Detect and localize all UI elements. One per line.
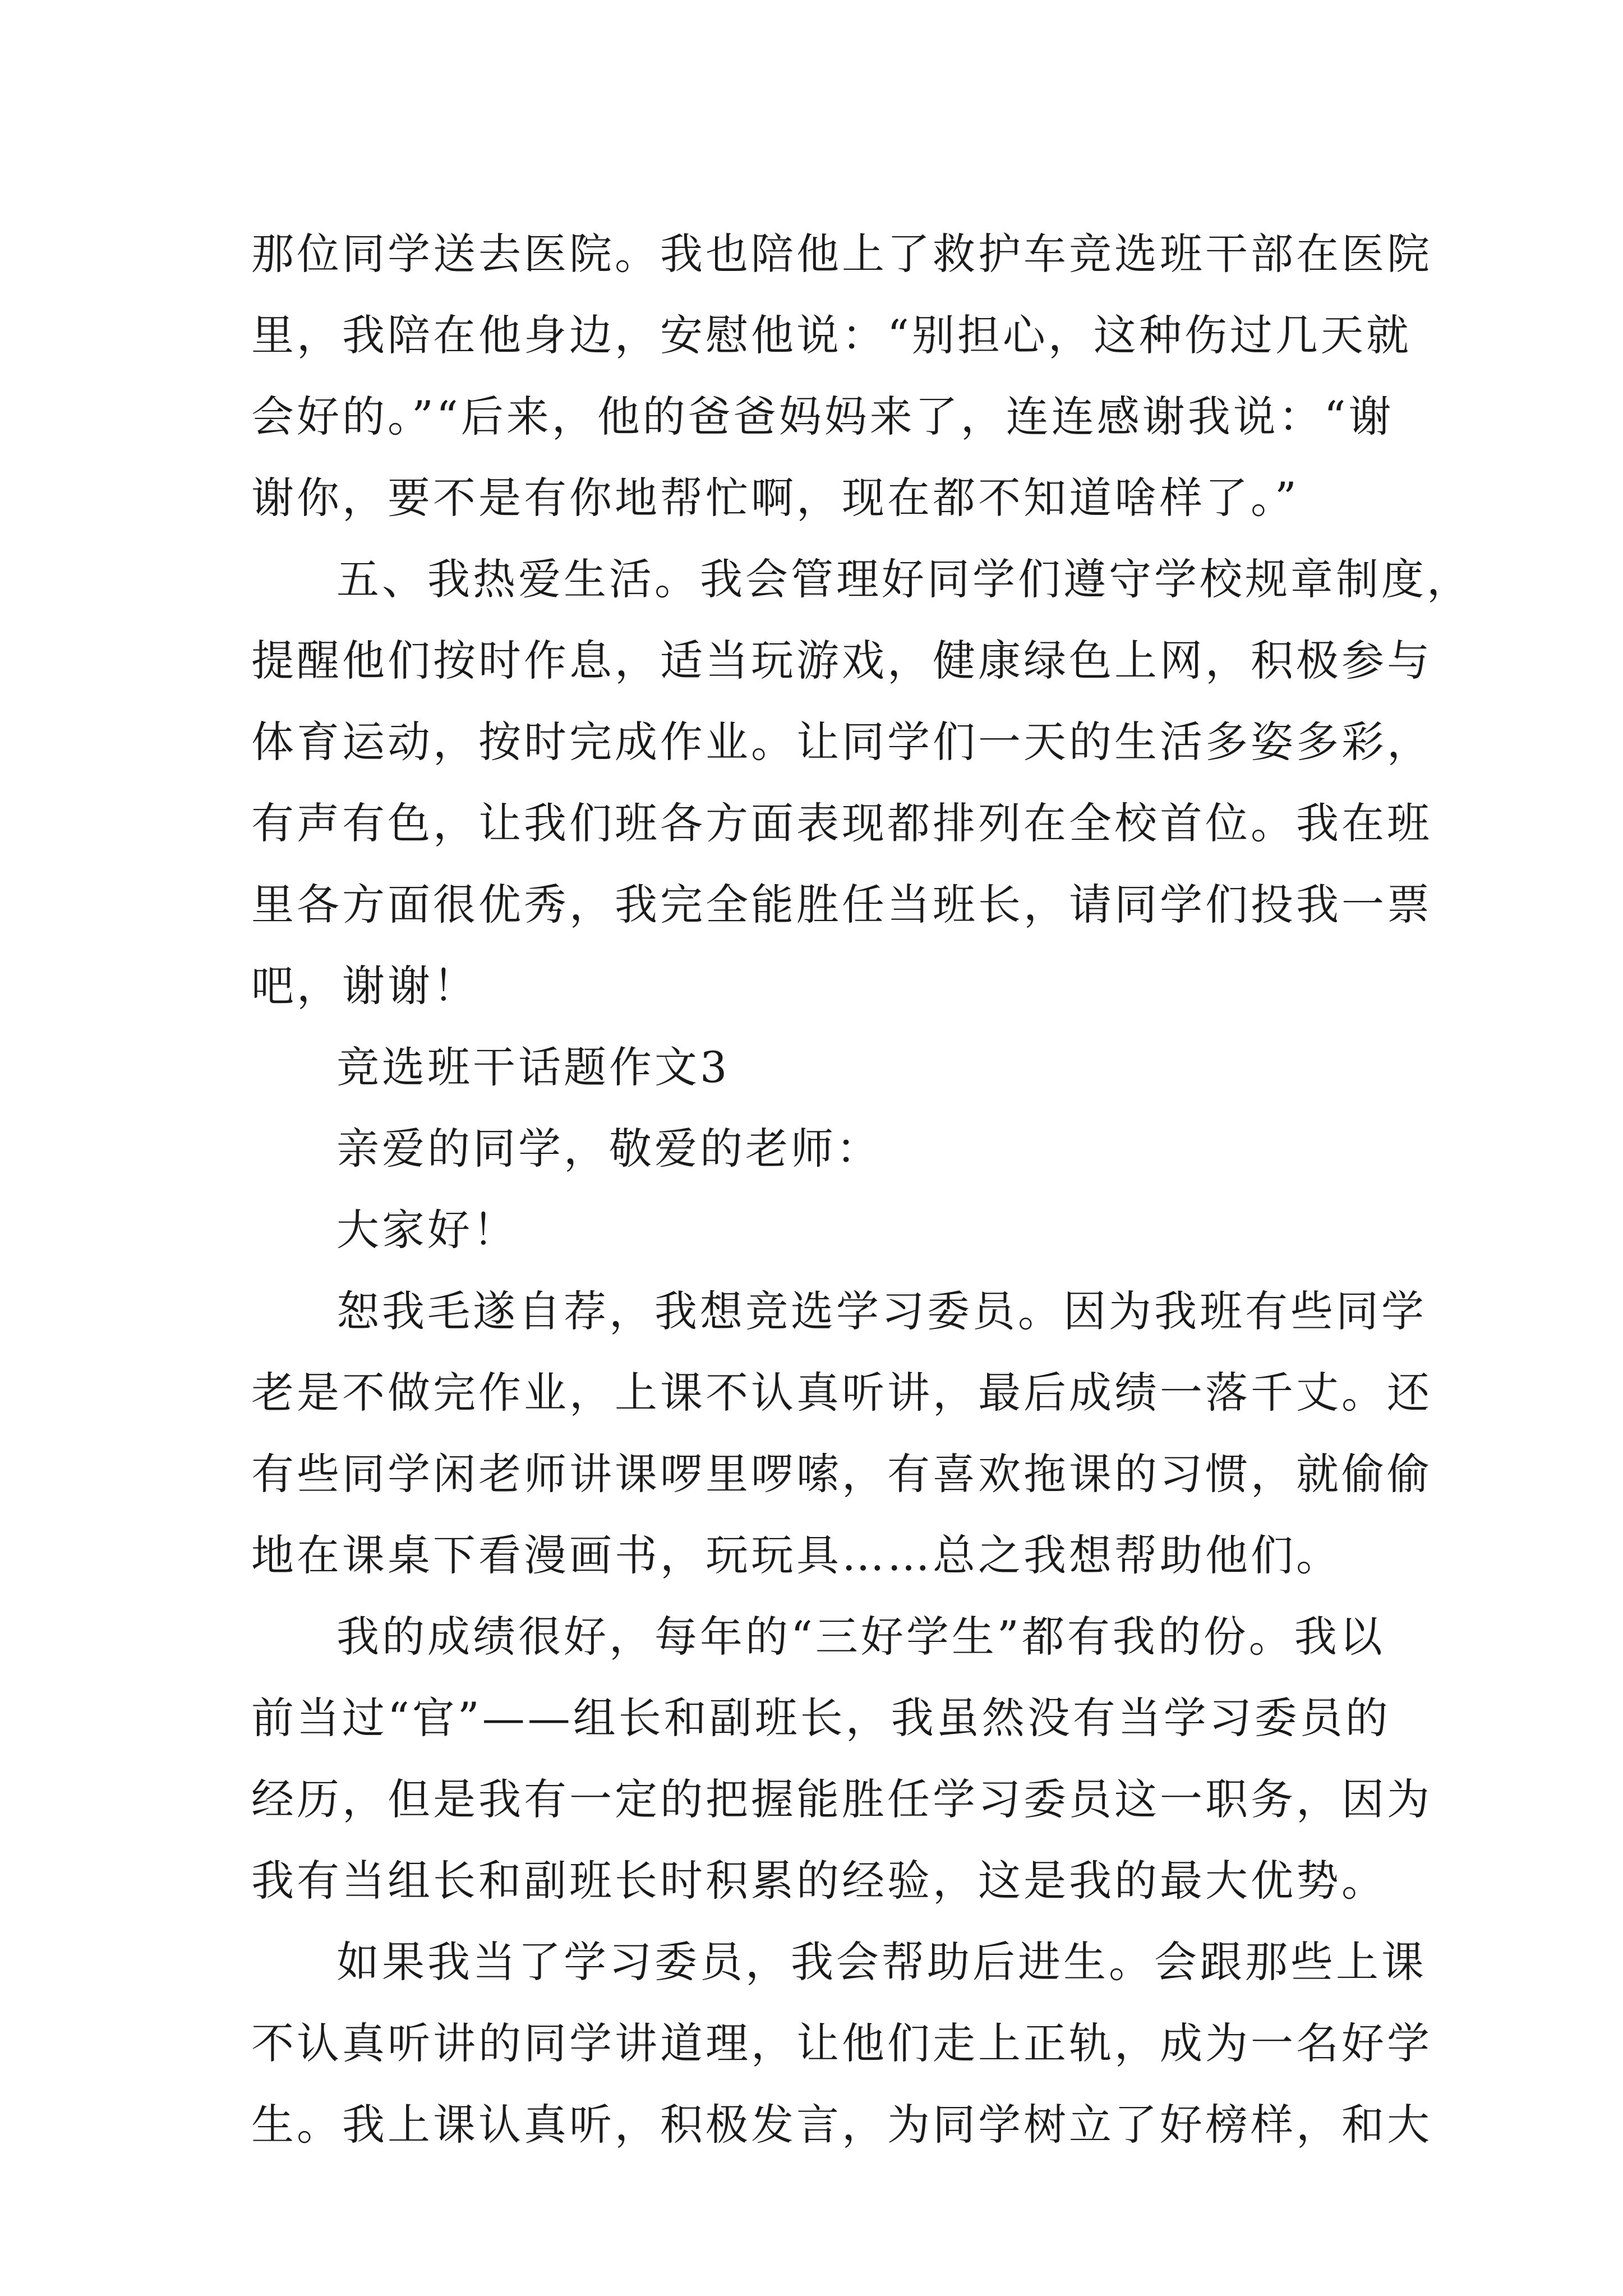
- paragraph-start-line: 五、我热爱生活。我会管理好同学们遵守学校规章制度，: [336, 554, 1472, 604]
- text-line: 不认真听讲的同学讲道理，让他们走上正轨，成为一名好学: [251, 2018, 1432, 2068]
- text-line: 那位同学送去医院。我也陪他上了救护车竞选班干部在医院: [251, 229, 1432, 279]
- paragraph-start-line: 如果我当了学习委员，我会帮助后进生。会跟那些上课: [336, 1937, 1427, 1987]
- document-body: [251, 213, 1472, 2165]
- paragraph-start-line: 我的成绩很好，每年的“三好学生”都有我的份。我以: [336, 1612, 1385, 1662]
- text-line: 体育运动，按时完成作业。让同学们一天的生活多姿多彩，: [251, 717, 1432, 767]
- text-line: 前当过“官”——组长和副班长，我虽然没有当学习委员的: [251, 1693, 1391, 1743]
- text-line: 老是不做完作业，上课不认真听讲，最后成绩一落千丈。还: [251, 1368, 1432, 1418]
- text-line: 会好的。”“后来，他的爸爸妈妈来了，连连感谢我说：“谢: [251, 392, 1394, 441]
- paragraph-start-line: 恕我毛遂自荐，我想竞选学习委员。因为我班有些同学: [336, 1286, 1427, 1336]
- text-line: 吧，谢谢！: [251, 961, 478, 1011]
- text-line: 里，我陪在他身边，安慰他说：“别担心，这种伤过几天就: [251, 310, 1412, 360]
- text-line: 谢你，要不是有你地帮忙啊，现在都不知道啥样了。”: [251, 473, 1299, 523]
- text-line: 生。我上课认真听，积极发言，为同学树立了好榜样，和大: [251, 2100, 1432, 2150]
- salutation: 亲爱的同学，敬爱的老师：: [336, 1124, 882, 1174]
- text-line: 地在课桌下看漫画书，玩玩具……总之我想帮助他们。: [251, 1530, 1341, 1580]
- text-line: 有些同学闲老师讲课啰里啰嗦，有喜欢拖课的习惯，就偷偷: [251, 1449, 1432, 1499]
- text-line: 我有当组长和副班长时积累的经验，这是我的最大优势。: [251, 1856, 1387, 1906]
- text-line: 有声有色，让我们班各方面表现都排列在全校首位。我在班: [251, 798, 1432, 848]
- text-line: 经历，但是我有一定的把握能胜任学习委员这一职务，因为: [251, 1774, 1432, 1824]
- greeting: 大家好！: [336, 1205, 518, 1255]
- text-line: 提醒他们按时作息，适当玩游戏，健康绿色上网，积极参与: [251, 636, 1432, 685]
- section-title: 竞选班干话题作文3: [336, 1042, 730, 1092]
- text-line: 里各方面很优秀，我完全能胜任当班长，请同学们投我一票: [251, 880, 1432, 930]
